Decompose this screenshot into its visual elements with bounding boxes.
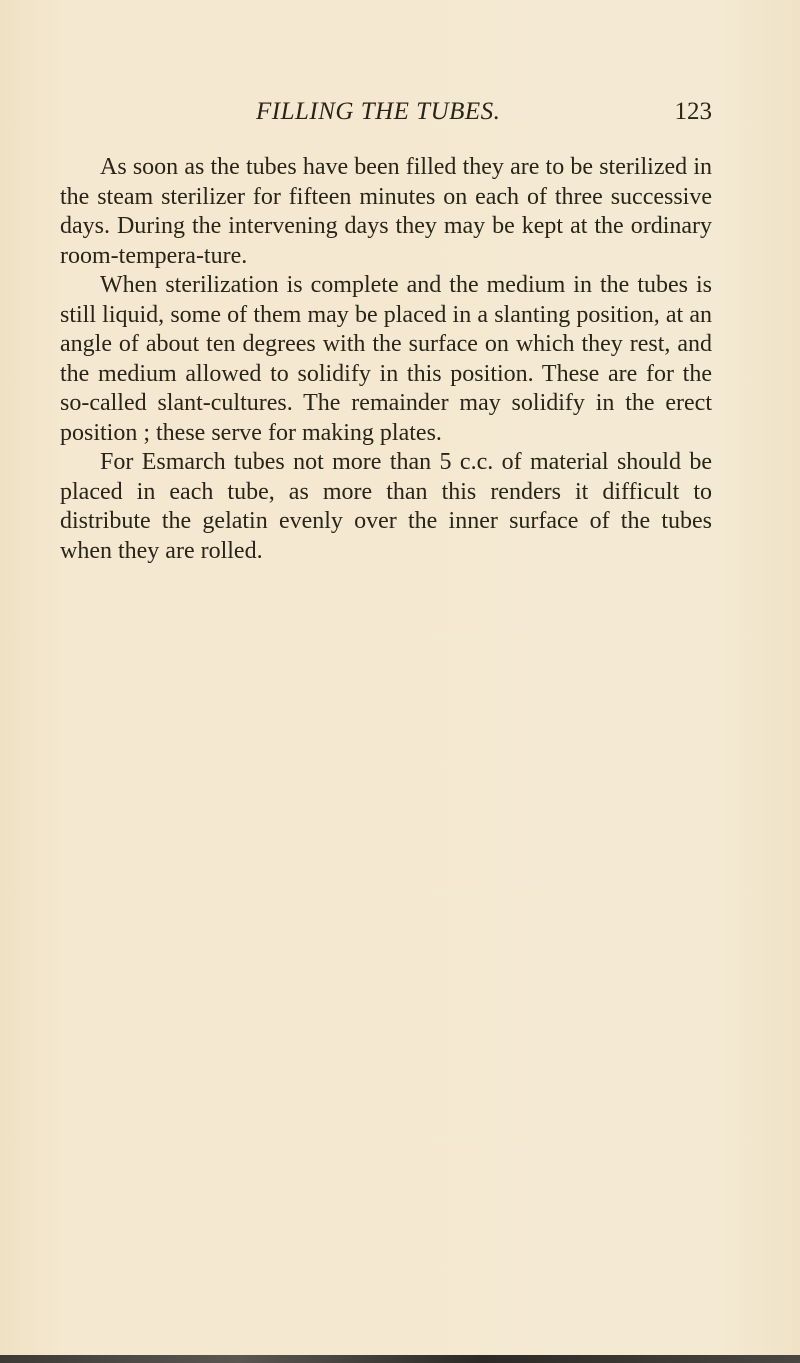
paragraph-slant-cultures: When sterilization is complete and the medium in the tubes is still liquid, some of them may be placed in a slanting position, at an angle of about ten degrees with the surface on which they rest, and the medium allowed to solidify in this position. These are for the so-called slant-cultures. The remainder may solidify in the erect position ; these serve for making plates. xyxy=(60,272,712,446)
scan-edge-shadow xyxy=(0,1355,800,1363)
running-head xyxy=(60,98,712,138)
page-number: 123 xyxy=(674,98,712,125)
body-text xyxy=(60,153,712,566)
paragraph-esmarch-tubes: For Esmarch tubes not more than 5 c.c. of material should be placed in each tube, as more than this renders it difficult to distribute the gelatin evenly over the inner surface of the tubes when they are rolled. xyxy=(60,449,712,564)
paragraph-sterilization: As soon as the tubes have been filled they are to be sterilized in the steam sterilizer for fifteen minutes on each of three successive days. During the intervening days they may be kept at the ordinary room-tempera-ture. xyxy=(60,154,712,269)
running-title: FILLING THE TUBES. xyxy=(256,98,501,125)
